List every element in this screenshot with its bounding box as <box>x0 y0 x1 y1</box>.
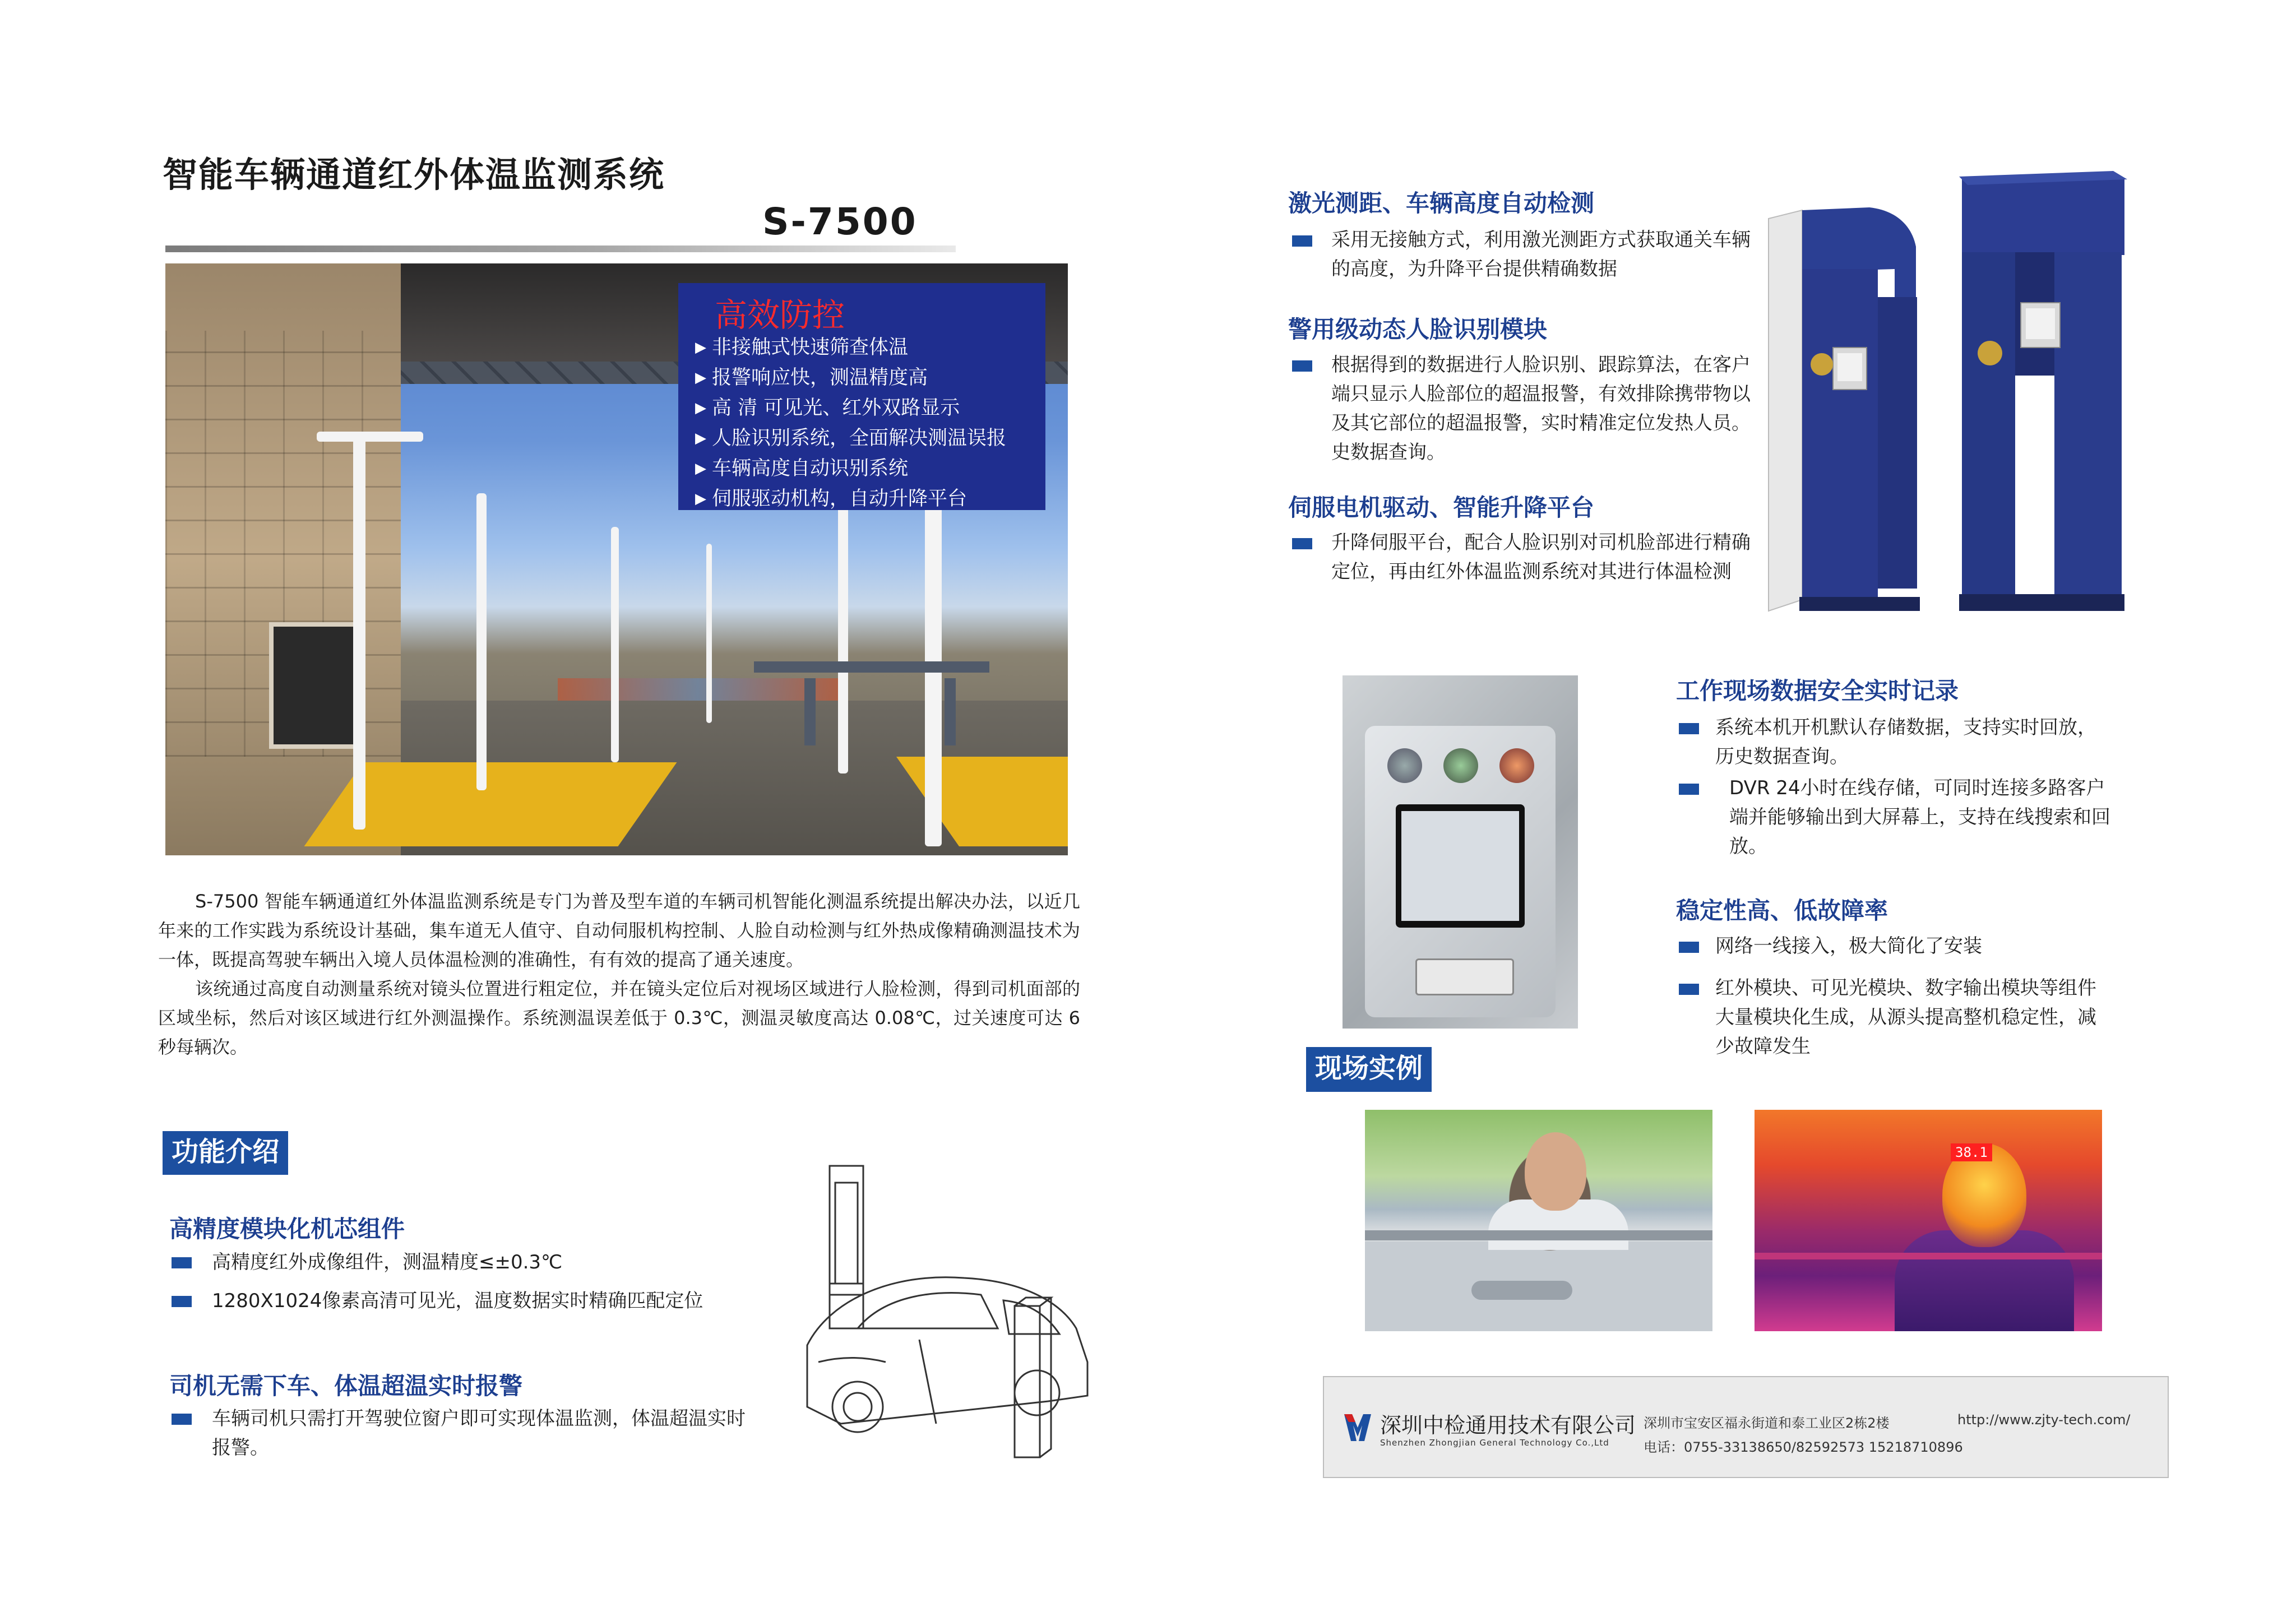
right-item: 网络一线接入，极大简化了安装 <box>1715 935 1982 957</box>
driver-thermal-photo <box>1755 1110 2102 1331</box>
feature-heading-2: 司机无需下车、体温超温实时报警 <box>169 1372 523 1400</box>
company-address: 深圳市宝安区福永街道和泰工业区2栋2楼 <box>1644 1415 1890 1431</box>
car-kiosk-illustration <box>796 1160 1110 1469</box>
page-title: 智能车辆通道红外体温监测系统 <box>163 154 665 195</box>
temperature-label: 38.1 <box>1951 1143 1992 1161</box>
company-logo-icon <box>1342 1411 1373 1444</box>
play-triangle-icon: ▶ <box>695 460 706 477</box>
square-bullet-icon <box>1679 723 1699 734</box>
model-number: S-7500 <box>762 200 918 243</box>
panel-item: ▶ 报警响应快，测温精度高 <box>695 367 928 389</box>
section-tag-site: 现场实例 <box>1306 1047 1432 1092</box>
square-bullet-icon <box>1292 360 1312 372</box>
panel-item: ▶ 非接触式快速筛查体温 <box>695 336 909 359</box>
square-bullet-icon <box>1679 984 1699 995</box>
square-bullet-icon <box>172 1257 192 1268</box>
play-triangle-icon: ▶ <box>695 339 706 356</box>
kiosk-product-photos <box>1766 168 2130 617</box>
square-bullet-icon <box>172 1414 192 1425</box>
feature-heading-1: 高精度模块化机芯组件 <box>169 1215 405 1243</box>
company-name: 深圳中检通用技术有限公司 <box>1380 1413 1636 1438</box>
play-triangle-icon: ▶ <box>695 490 706 507</box>
control-panel-photo <box>1343 675 1578 1029</box>
play-triangle-icon: ▶ <box>695 369 706 386</box>
right-item: 红外模块、可见光模块、数字输出模块等组件大量模块化生成，从源头提高整机稳定性，减少故障发生 <box>1715 977 2096 1058</box>
right-heading-1: 激光测距、车辆高度自动检测 <box>1288 189 1595 217</box>
section-tag-features: 功能介绍 <box>163 1131 288 1175</box>
square-bullet-icon <box>1679 784 1699 795</box>
panel-title: 高效防控 <box>715 296 845 334</box>
right-heading-5: 稳定性高、低故障率 <box>1676 897 1888 924</box>
intro-paragraph-2: 该统通过高度自动测量系统对镜头位置进行粗定位，并在镜头定位后对视场区域进行人脸检测，得到司机面部的区域坐标，然后对该区域进行红外测温操作。系统测温误差低于 0.3℃，测温灵敏度高达 0.08℃，过关速度可达 6 秒每辆次。 <box>158 978 1080 1058</box>
square-bullet-icon <box>1292 235 1312 247</box>
intro-paragraph-1: S-7500 智能车辆通道红外体温监测系统是专门为普及型车道的车辆司机智能化测温系统提出解决办法，以近几年来的工作实践为系统设计基础，集车道无人值守、自动伺服机构控制、人脸自动检测与红外热成像精确测温技术为一体，既提高驾驶车辆出入境人员体温检测的准确性，有有效的提高了通关速度。 <box>158 891 1080 970</box>
right-heading-3: 伺服电机驱动、智能升降平台 <box>1288 494 1595 521</box>
right-item: 根据得到的数据进行人脸识别、跟踪算法，在客户端只显示人脸部位的超温报警，有效排除携带物以及其它部位的超温报警，实时精准定位发热人员。史数据查询。 <box>1331 354 1751 464</box>
driver-visible-photo <box>1365 1110 1712 1331</box>
feature-item: 车辆司机只需打开驾驶位窗户即可实现体温监测，体温超温实时报警。 <box>212 1407 746 1459</box>
play-triangle-icon: ▶ <box>695 400 706 416</box>
square-bullet-icon <box>172 1296 192 1307</box>
right-item: DVR 24小时在线存储，可同时连接多路客户端并能够输出到大屏幕上，支持在线搜索和回放。 <box>1729 777 2110 858</box>
right-item: 采用无接触方式，利用激光测距方式获取通关车辆的高度，为升降平台提供精确数据 <box>1331 229 1751 280</box>
right-item: 系统本机开机默认存储数据，支持实时回放，历史数据查询。 <box>1715 716 2096 768</box>
feature-item: 高精度红外成像组件，测温精度≤±0.3℃ <box>212 1251 563 1273</box>
panel-item: ▶ 车辆高度自动识别系统 <box>695 457 909 480</box>
intro-text <box>158 887 1080 1062</box>
panel-item: ▶ 伺服驱动机构，自动升降平台 <box>695 488 968 510</box>
right-item: 升降伺服平台，配合人脸识别对司机脸部进行精确定位，再由红外体温监测系统对其进行体温检测 <box>1331 531 1751 583</box>
square-bullet-icon <box>1679 942 1699 953</box>
right-heading-4: 工作现场数据安全实时记录 <box>1676 677 1959 705</box>
company-website[interactable]: http://www.zjty-tech.com/ <box>1957 1412 2131 1428</box>
right-heading-2: 警用级动态人脸识别模块 <box>1288 316 1548 343</box>
title-divider <box>165 246 956 252</box>
company-phone: 电话：0755-33138650/82592573 15218710896 <box>1644 1439 1963 1455</box>
panel-list <box>695 334 1006 515</box>
company-footer <box>1323 1376 2169 1478</box>
feature-highlight-panel <box>678 283 1045 510</box>
square-bullet-icon <box>1292 538 1312 549</box>
feature-item: 1280X1024像素高清可见光，温度数据实时精确匹配定位 <box>212 1290 703 1312</box>
play-triangle-icon: ▶ <box>695 430 706 447</box>
panel-item: ▶ 人脸识别系统，全面解决测温误报 <box>695 427 1007 450</box>
company-name-english: Shenzhen Zhongjian General Technology Co.,Ltd <box>1380 1438 1609 1448</box>
panel-item: ▶ 高 清 可见光、红外双路显示 <box>695 397 960 419</box>
